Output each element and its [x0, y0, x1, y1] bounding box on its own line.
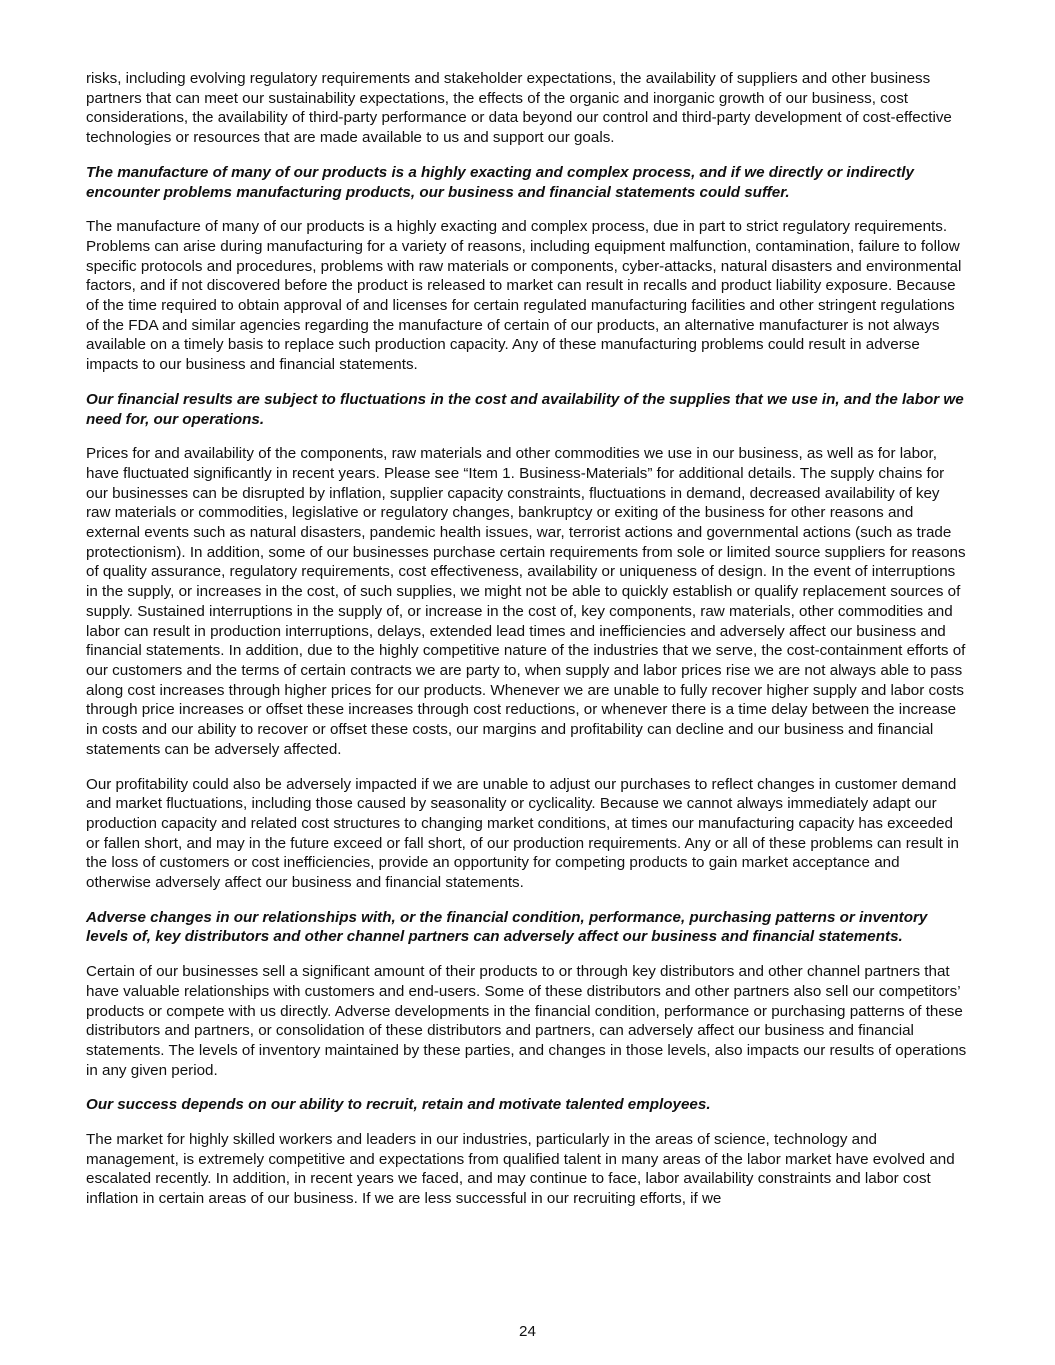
- heading-manufacturing-risk: The manufacture of many of our products is a highly exacting and complex process, and if we directly or indirectly encounter problems manufacturing products, our business and financial statements could suffer.: [86, 163, 914, 201]
- paragraph-sustainability-risks: risks, including evolving regulatory requirements and stakeholder expectations, the availability of suppliers and other business partners that can meet our sustainability expectations, the effects of the organic and inorganic growth of our business, cost considerations, the availability of third-party performance or data beyond our control and third-party development of cost-effective technologies or resources that are made available to us and support our goals.: [86, 70, 952, 147]
- page-number: 24: [519, 1323, 536, 1340]
- paragraph-talent: The market for highly skilled workers and leaders in our industries, particularly in the areas of science, technology and management, is extremely competitive and expectations from qualified talent in many areas of the labor market have evolved and escalated recently. In addition, in recent years we faced, and may continue to face, labor availability constraints and labor cost inflation in certain areas of our business. If we are less successful in our recruiting efforts, if we: [86, 1131, 955, 1208]
- heading-supply-cost-risk: Our financial results are subject to fluctuations in the cost and availability of the supplies that we use in, and the labor we need for, our operations.: [86, 390, 964, 428]
- page-body: [86, 69, 968, 1224]
- paragraph-manufacturing-process: The manufacture of many of our products is a highly exacting and complex process, due in part to strict regulatory requirements. Problems can arise during manufacturing for a variety of reasons, including equipment malfunction, contamination, failure to follow specific protocols and procedures, problems with raw materials or components, cyber-attacks, natural disasters and environmental factors, and if not discovered before the product is released to market can result in recalls and product liability exposure. Because of the time required to obtain approval of and licenses for certain regulated manufacturing facilities and other stringent regulations of the FDA and similar agencies regarding the manufacture of certain of our products, an alternative manufacturer is not always available on a timely basis to replace such production capacity. Any of these manufacturing problems could result in adverse impacts to our business and financial statements.: [86, 218, 962, 374]
- paragraph-supply-prices: Prices for and availability of the components, raw materials and other commodities we use in our business, as well as for labor, have fluctuated significantly in recent years. Please see “Item 1. Business-Materials” for additional details. The supply chains for our businesses can be disrupted by inflation, supplier capacity constraints, fluctuations in demand, decreased availability of key raw materials or commodities, legislative or regulatory changes, bankruptcy or exiting of the business for other reasons and external events such as natural disasters, pandemic health issues, war, terrorist actions and governmental actions (such as trade protectionism). In addition, some of our businesses purchase certain requirements from sole or limited source suppliers for reasons of quality assurance, regulatory requirements, cost effectiveness, availability or uniqueness of design. In the event of interruptions in the supply, or increases in the cost, of such supplies, we might not be able to quickly establish or qualify replacement sources of supply. Sustained interruptions in the supply of, or increase in the cost of, key components, raw materials, other commodities and labor can result in production interruptions, delays, extended lead times and inefficiencies and adversely affect our business and financial statements. In addition, due to the highly competitive nature of the industries that we serve, the cost-containment efforts of our customers and the terms of certain contracts we are party to, when supply and labor prices rise we are not always able to pass along cost increases through higher prices for our products. Whenever we are unable to fully recover higher supply and labor costs through price increases or offset these increases through cost reductions, or whenever there is a time delay between the increase in costs and our ability to recover or offset these costs, our margins and profitability can decline and our business and financial statements can be adversely affected.: [86, 445, 966, 758]
- heading-talent-risk: Our success depends on our ability to recruit, retain and motivate talented employees.: [86, 1096, 711, 1114]
- paragraph-distributors: Certain of our businesses sell a significant amount of their products to or through key distributors and other channel partners that have valuable relationships with customers and end-users. Some of these distributors and other partners also sell our competitors’ products or compete with us directly. Adverse developments in the financial condition, performance or purchasing patterns of these distributors and partners, or consolidation of these distributors and partners, can adversely affect our business and financial statements. The levels of inventory maintained by these parties, and changes in those levels, also impacts our results of operations in any given period.: [86, 963, 967, 1079]
- paragraph-profitability: Our profitability could also be adversely impacted if we are unable to adjust our purchases to reflect changes in customer demand and market fluctuations, including those caused by seasonality or cyclicality. Because we cannot always immediately adapt our production capacity and related cost structures to changing market conditions, at times our manufacturing capacity has exceeded or fallen short, and may in the future exceed or fall short, of our production requirements. Any or all of these problems can result in the loss of customers or cost inefficiencies, provide an opportunity for competing products to gain market acceptance and otherwise adversely affect our business and financial statements.: [86, 775, 959, 892]
- heading-distributor-risk: Adverse changes in our relationships with, or the financial condition, performance, purchasing patterns or inventory levels of, key distributors and other channel partners can adversely affect our business and financial statements.: [86, 908, 928, 946]
